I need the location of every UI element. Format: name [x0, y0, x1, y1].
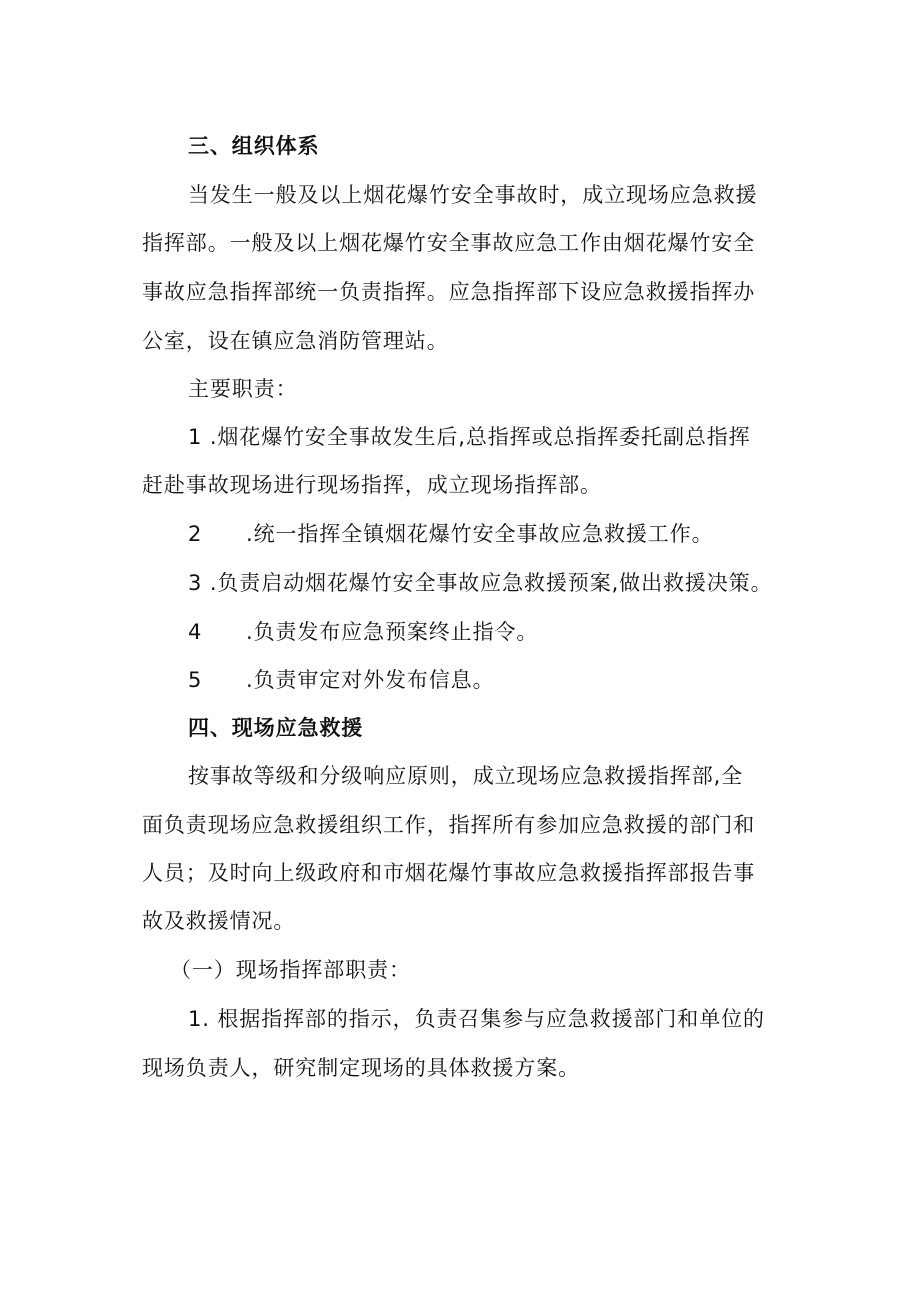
paragraph-line: 公室，设在镇应急消防管理站。 — [142, 329, 449, 353]
section-heading-onsite-rescue: 四、现场应急救援 — [188, 716, 364, 740]
paragraph-line: 当发生一般及以上烟花爆竹安全事故时，成立现场应急救援 — [188, 183, 758, 207]
paragraph-line: 面负责现场应急救援组织工作，指挥所有参加应急救援的部门和 — [142, 813, 756, 837]
list-item-4 — [188, 617, 538, 647]
paragraph-line: 人员；及时向上级政府和市烟花爆竹事故应急救援指挥部报告事 — [142, 861, 756, 885]
paragraph-line: 按事故等级和分级响应原则，成立现场应急救援指挥部,全 — [188, 764, 744, 788]
subsection-title: （一）现场指挥部职责： — [170, 958, 411, 982]
list-item-1-line: 赶赴事故现场进行现场指挥，成立现场指挥部。 — [142, 473, 602, 497]
subsection-item-1-line: 现场负责人，研究制定现场的具体救援方案。 — [142, 1056, 580, 1080]
list-number: 5 — [188, 668, 203, 692]
subsection-item-1-line: 1. 根据指挥部的指示，负责召集参与应急救援部门和单位的 — [188, 1007, 765, 1031]
list-item-1-line: 1 .烟花爆竹安全事故发生后,总指挥或总指挥委托副总指挥 — [188, 425, 751, 449]
section-heading-organization: 三、组织体系 — [188, 134, 320, 158]
paragraph-line: 指挥部。一般及以上烟花爆竹安全事故应急工作由烟花爆竹安全 — [142, 231, 756, 255]
list-text: .负责发布应急预案终止指令。 — [246, 620, 539, 644]
list-number: 4 — [188, 620, 203, 644]
paragraph-line: 事故应急指挥部统一负责指挥。应急指挥部下设应急救援指挥办 — [142, 280, 756, 304]
list-item-2 — [188, 519, 713, 549]
list-item-3: 3 .负责启动烟花爆竹安全事故应急救援预案,做出救援决策。 — [188, 571, 773, 595]
list-text: .统一指挥全镇烟花爆竹安全事故应急救援工作。 — [246, 522, 714, 546]
list-number: 2 — [188, 522, 203, 546]
list-text: .负责审定对外发布信息。 — [246, 668, 495, 692]
duties-title: 主要职责： — [188, 377, 298, 401]
list-item-5 — [188, 665, 494, 695]
paragraph-line: 故及救援情况。 — [142, 909, 296, 933]
